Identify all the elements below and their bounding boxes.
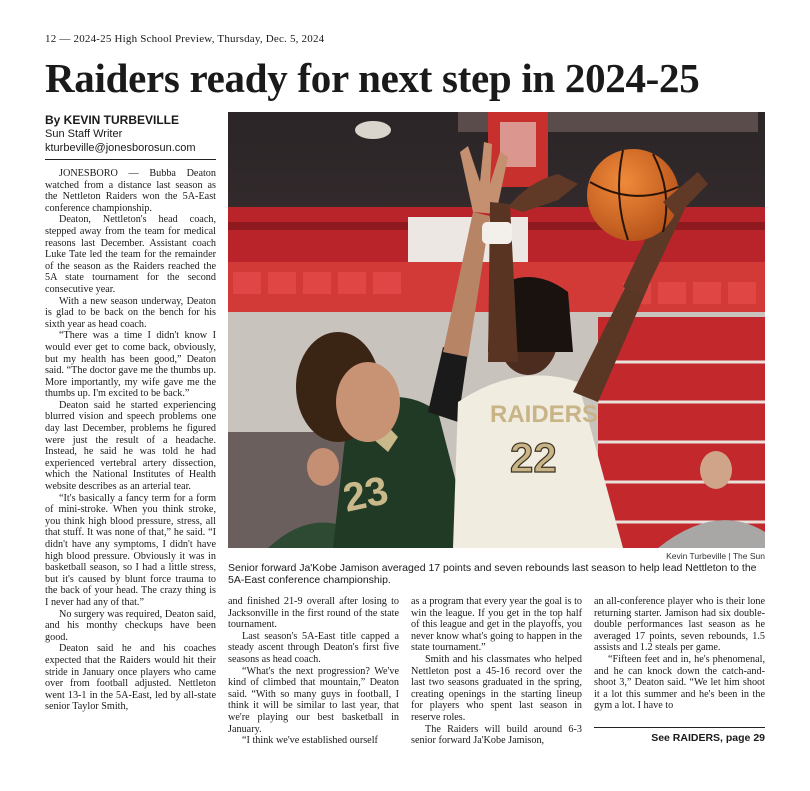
svg-text:23: 23 <box>339 468 393 521</box>
paragraph: Last season's 5A-East title capped a steady ascent through Deaton's first five seasons as head coach. <box>228 630 399 665</box>
article-column-4 <box>594 596 765 724</box>
byline-divider <box>45 159 216 160</box>
paragraph: Deaton said he and his coaches expected that the Raiders would hit their stride in January once players who came over from football adjusted. Nettleton went 13-1 in the 5A-East, led by all-state senior Taylor Smith, <box>45 643 216 713</box>
photo-illustration <box>228 112 765 548</box>
paragraph: No surgery was required, Deaton said, and his monthy checkups have been good. <box>45 608 216 643</box>
article-column-3 <box>411 596 582 750</box>
jump-divider <box>594 727 765 728</box>
paragraph: With a new season underway, Deaton is glad to be back on the bench for his sixth year as head coach. <box>45 295 216 330</box>
paragraph: Deaton, Nettleton's head coach, stepped away from the team for medical reasons last December. Assistant coach Luke Tate led the team for the remainder of the season as the Raiders reached the 5A state tournament for the second consecutive year. <box>45 214 216 295</box>
byline <box>45 113 216 155</box>
basketball-photo <box>228 112 765 548</box>
paragraph: “It's basically a fancy term for a form of mini-stroke. When you think stroke, you think high blood pressure, stress, all that stuff. It was none of that,” he said. “I didn't have any symptoms, I didn't have high blood pressure. Obviously it was in basketball season, so I had a little stress, but it's caused by blunt force trauma to the back of your head. The crazy thing is I never had any of that.” <box>45 492 216 608</box>
paragraph: “I think we've established ourself <box>242 735 378 747</box>
folio: 12 — 2024-25 High School Preview, Thursday, Dec. 5, 2024 <box>45 33 325 45</box>
article-column-2 <box>228 596 399 750</box>
paragraph: and finished 21-9 overall after losing to Jacksonville in the first round of the state tournament. <box>228 596 399 631</box>
photo-credit: Kevin Turbeville | The Sun <box>666 551 765 561</box>
paragraph: “There was a time I didn't know I would ever get to come back, obviously, but my health has been good,” Deaton said. “The doctor gave me the thumbs up. More importantly, my wife gave me the thumbs up. I'm excited to be back.” <box>45 330 216 400</box>
paragraph: as a program that every year the goal is to win the league. If you get in the top half of this league and get in the playoffs, you never know what's going to happen in the state tournament.” <box>411 596 582 654</box>
article-column-1 <box>45 168 216 750</box>
paragraph: Deaton said he started experiencing blurred vision and speech problems one day last December, problems he figured were just the result of a headache. Instead, he said he was told he had experienced vertebral artery dissection, which the National Institutes of Health website describes as an arterial tear. <box>45 399 216 493</box>
byline-title: Sun Staff Writer <box>45 128 123 140</box>
paragraph: JONESBORO — Bubba Deaton watched from a distance last season as the Nettleton Raiders won the 5A-East conference championship. <box>45 168 216 214</box>
paragraph: Smith and his classmates who helped Nettleton post a 45-16 record over the last two seasons graduated in the spring, creating openings in the starting lineup for players who spent last season in reserve roles. <box>411 653 582 723</box>
paragraph: The Raiders will build around 6-3 senior forward Ja'Kobe Jamison, <box>411 723 582 747</box>
headline: Raiders ready for next step in 2024-25 <box>45 55 700 101</box>
jump-link[interactable]: See RAIDERS, page 29 <box>651 732 765 744</box>
svg-text:22: 22 <box>510 434 557 481</box>
paragraph: “What's the next progression? We've kind of climbed that mountain,” Deaton said. “With so many guys in football, I think it will be similar to last year, that we're playing our best basketball in January. <box>228 665 399 735</box>
byline-name: By KEVIN TURBEVILLE <box>45 113 180 127</box>
paragraph: an all-conference player who is their lone returning starter. Jamison had six double-double performances last season as he averaged 17 points, seven rebounds, 1.5 assists and 1.2 steals per game. <box>594 596 765 654</box>
photo-caption: Senior forward Ja'Kobe Jamison averaged 17 points and seven rebounds last season to help lead Nettleton to the 5A-East conference championship. <box>228 562 757 586</box>
svg-text:RAIDERS: RAIDERS <box>490 401 599 428</box>
paragraph: “Fifteen feet and in, he's phenomenal, and he can knock down the catch-and-shoot 3,” Deaton said. “We let him shoot it a lot this summer and he's been in the gym a lot. I have to <box>594 653 765 712</box>
byline-email[interactable]: kturbeville@jonesborosun.com <box>45 142 196 154</box>
